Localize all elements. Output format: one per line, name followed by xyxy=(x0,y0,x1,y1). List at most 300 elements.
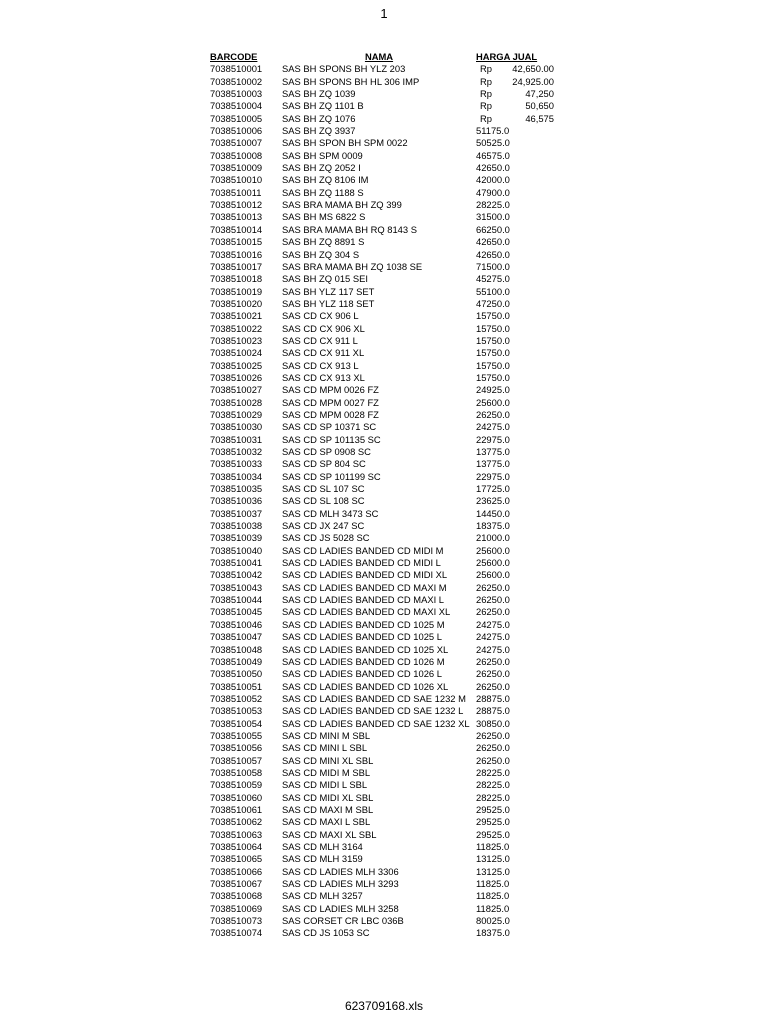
nama-cell: SAS CD MINI XL SBL xyxy=(282,754,374,766)
barcode-cell: 7038510069 xyxy=(210,902,263,914)
barcode-cell: 7038510011 xyxy=(210,186,262,198)
currency-label: Rp xyxy=(480,63,492,75)
table-row xyxy=(210,100,560,112)
barcode-cell: 7038510062 xyxy=(210,816,263,828)
table-row xyxy=(210,742,560,754)
nama-cell: SAS BH ZQ 2052 I xyxy=(282,162,361,174)
nama-cell: SAS BH ZQ 1188 S xyxy=(282,186,364,198)
barcode-cell: 7038510012 xyxy=(210,199,263,211)
table-row xyxy=(210,113,560,125)
barcode-cell: 7038510033 xyxy=(210,458,263,470)
table-row xyxy=(210,792,560,804)
harga-cell: 25600.0 xyxy=(476,569,510,581)
nama-cell: SAS BH ZQ 8106 IM xyxy=(282,174,369,186)
harga-cell: 15750.0 xyxy=(476,322,510,334)
nama-cell: SAS CD LADIES MLH 3293 xyxy=(282,878,399,890)
barcode-cell: 7038510038 xyxy=(210,520,263,532)
nama-cell: SAS CD LADIES BANDED CD SAE 1232 XL xyxy=(282,717,470,729)
table-row xyxy=(210,545,560,557)
harga-cell xyxy=(476,76,560,88)
table-row xyxy=(210,606,560,618)
nama-cell: SAS BH SPONS BH HL 306 IMP xyxy=(282,75,420,87)
nama-cell: SAS CD LADIES BANDED CD 1026 L xyxy=(282,668,442,680)
table-row xyxy=(210,347,560,359)
barcode-cell: 7038510005 xyxy=(210,112,263,124)
nama-cell: SAS CD LADIES BANDED CD MIDI XL xyxy=(282,569,448,581)
nama-cell: SAS CD MLH 3164 xyxy=(282,841,363,852)
barcode-cell: 7038510021 xyxy=(210,310,263,322)
table-row xyxy=(210,594,560,606)
barcode-cell: 7038510014 xyxy=(210,223,263,235)
nama-cell: SAS BH ZQ 1039 xyxy=(282,88,356,100)
barcode-cell: 7038510041 xyxy=(210,557,263,569)
price-amount: 46,575 xyxy=(525,112,554,124)
nama-cell: SAS BH ZQ 3937 xyxy=(282,125,356,137)
barcode-cell: 7038510032 xyxy=(210,446,263,457)
price-list-table xyxy=(210,51,560,940)
table-row xyxy=(210,755,560,767)
harga-cell: 11825.0 xyxy=(476,878,510,890)
table-row xyxy=(210,816,560,828)
nama-cell: SAS CD SP 101199 SC xyxy=(282,470,381,482)
table-row xyxy=(210,211,560,223)
barcode-cell: 7038510040 xyxy=(210,544,263,556)
barcode-cell: 7038510056 xyxy=(210,742,263,754)
nama-cell: SAS CD MIDI XL SBL xyxy=(282,791,374,803)
barcode-cell: 7038510006 xyxy=(210,125,263,137)
nama-cell: SAS CD LADIES BANDED CD SAE 1232 L xyxy=(282,705,464,717)
nama-cell: SAS BRA MAMA BH ZQ 399 xyxy=(282,199,402,211)
table-row xyxy=(210,298,560,310)
harga-cell: 15750.0 xyxy=(476,310,510,322)
harga-cell: 18375.0 xyxy=(476,927,510,939)
table-row xyxy=(210,767,560,779)
table-row xyxy=(210,446,560,458)
harga-cell: 66250.0 xyxy=(476,223,510,235)
table-row xyxy=(210,187,560,199)
table-row xyxy=(210,335,560,347)
nama-cell: SAS CD LADIES BANDED CD 1025 L xyxy=(282,631,442,643)
nama-cell: SAS CD MLH 3159 xyxy=(282,853,363,865)
harga-jual-header: HARGA JUAL xyxy=(476,51,538,62)
harga-cell: 71500.0 xyxy=(476,260,510,272)
harga-cell xyxy=(476,100,560,112)
harga-cell: 24275.0 xyxy=(476,421,510,433)
nama-cell: SAS CD SP 101135 SC xyxy=(282,433,381,445)
table-row xyxy=(210,508,560,520)
table-row xyxy=(210,495,560,507)
harga-cell: 11825.0 xyxy=(476,841,510,852)
harga-cell: 46575.0 xyxy=(476,149,510,161)
harga-cell: 13775.0 xyxy=(476,458,510,470)
nama-cell: SAS CD CX 911 L xyxy=(282,334,358,346)
harga-cell: 21000.0 xyxy=(476,532,510,544)
table-row xyxy=(210,915,560,927)
harga-cell: 13775.0 xyxy=(476,446,510,457)
nama-cell: SAS CD MAXI L SBL xyxy=(282,816,371,828)
table-row xyxy=(210,76,560,88)
barcode-cell: 7038510057 xyxy=(210,754,263,766)
table-row xyxy=(210,890,560,902)
nama-cell: SAS CD MAXI M SBL xyxy=(282,803,374,815)
barcode-cell: 7038510074 xyxy=(210,927,263,939)
harga-cell: 26250.0 xyxy=(476,606,510,618)
harga-cell: 14450.0 xyxy=(476,507,510,519)
barcode-cell: 7038510022 xyxy=(210,322,263,334)
nama-cell: SAS CD MINI L SBL xyxy=(282,742,368,754)
nama-cell: SAS BH YLZ 117 SET xyxy=(282,285,375,297)
table-row xyxy=(210,137,560,149)
barcode-cell: 7038510016 xyxy=(210,248,263,260)
barcode-cell: 7038510067 xyxy=(210,878,263,890)
barcode-cell: 7038510028 xyxy=(210,396,263,408)
table-row xyxy=(210,409,560,421)
table-row xyxy=(210,557,560,569)
table-row xyxy=(210,718,560,730)
nama-cell: SAS CD LADIES BANDED CD 1026 M xyxy=(282,655,445,667)
harga-cell: 18375.0 xyxy=(476,520,510,532)
barcode-cell: 7038510008 xyxy=(210,149,263,161)
barcode-cell: 7038510063 xyxy=(210,828,263,840)
barcode-cell: 7038510007 xyxy=(210,137,263,149)
table-row xyxy=(210,384,560,396)
table-row xyxy=(210,249,560,261)
barcode-cell: 7038510020 xyxy=(210,297,263,309)
harga-cell: 24925.0 xyxy=(476,384,510,396)
table-row xyxy=(210,804,560,816)
nama-cell: SAS CD LADIES BANDED CD SAE 1232 M xyxy=(282,692,466,704)
table-row xyxy=(210,730,560,742)
nama-cell: SAS CD MPM 0026 FZ xyxy=(282,384,379,396)
table-row xyxy=(210,125,560,137)
table-row xyxy=(210,162,560,174)
nama-header: NAMA xyxy=(364,51,394,62)
harga-cell: 25600.0 xyxy=(476,544,510,556)
table-row xyxy=(210,582,560,594)
nama-cell: SAS BH ZQ 304 S xyxy=(282,248,360,260)
harga-cell: 50525.0 xyxy=(476,137,510,149)
barcode-cell: 7038510002 xyxy=(210,75,263,87)
nama-cell: SAS BRA MAMA BH RQ 8143 S xyxy=(282,223,417,235)
price-amount: 42,650.00 xyxy=(512,63,554,75)
harga-cell: 11825.0 xyxy=(476,890,510,902)
harga-cell: 47900.0 xyxy=(476,186,510,198)
table-row xyxy=(210,286,560,298)
barcode-cell: 7038510047 xyxy=(210,631,263,643)
harga-cell: 42650.0 xyxy=(476,236,510,248)
harga-cell xyxy=(476,88,560,100)
table-row xyxy=(210,619,560,631)
nama-cell: SAS BH ZQ 1101 B xyxy=(282,100,364,112)
table-row xyxy=(210,829,560,841)
barcode-cell: 7038510058 xyxy=(210,766,263,778)
barcode-header: BARCODE xyxy=(210,51,258,62)
barcode-cell: 7038510059 xyxy=(210,779,263,791)
table-row xyxy=(210,372,560,384)
harga-cell: 26250.0 xyxy=(476,729,510,741)
nama-cell: SAS CD MLH 3257 xyxy=(282,890,363,902)
harga-cell: 15750.0 xyxy=(476,334,510,346)
harga-cell: 51175.0 xyxy=(476,125,510,137)
table-row xyxy=(210,693,560,705)
nama-cell: SAS BH ZQ 015 SEI xyxy=(282,273,368,285)
barcode-cell: 7038510037 xyxy=(210,507,263,519)
table-row xyxy=(210,569,560,581)
harga-cell: 26250.0 xyxy=(476,680,510,692)
nama-cell: SAS CD LADIES BANDED CD MIDI L xyxy=(282,557,441,569)
harga-cell: 26250.0 xyxy=(476,655,510,667)
price-amount: 24,925.00 xyxy=(512,75,554,87)
barcode-cell: 7038510003 xyxy=(210,88,263,100)
nama-cell: SAS CD JS 5028 SC xyxy=(282,532,370,544)
nama-cell: SAS CD SP 804 SC xyxy=(282,458,366,470)
harga-cell: 23625.0 xyxy=(476,495,510,507)
barcode-cell: 7038510034 xyxy=(210,470,263,482)
table-row xyxy=(210,199,560,211)
table-row xyxy=(210,866,560,878)
barcode-cell: 7038510031 xyxy=(210,433,263,445)
table-row xyxy=(210,903,560,915)
barcode-cell: 7038510023 xyxy=(210,334,263,346)
currency-label: Rp xyxy=(480,112,492,124)
harga-cell: 42650.0 xyxy=(476,248,510,260)
harga-cell: 45275.0 xyxy=(476,273,510,285)
harga-cell: 25600.0 xyxy=(476,396,510,408)
harga-cell: 22975.0 xyxy=(476,433,510,445)
nama-cell: SAS CD LADIES BANDED CD 1026 XL xyxy=(282,680,449,692)
nama-cell: SAS CD MLH 3473 SC xyxy=(282,507,379,519)
harga-cell: 31500.0 xyxy=(476,211,510,223)
barcode-cell: 7038510001 xyxy=(210,63,263,75)
barcode-cell: 7038510015 xyxy=(210,236,263,248)
table-row xyxy=(210,310,560,322)
nama-cell: SAS BH YLZ 118 SET xyxy=(282,297,375,309)
table-row xyxy=(210,668,560,680)
harga-cell: 26250.0 xyxy=(476,581,510,593)
table-row xyxy=(210,434,560,446)
table-row xyxy=(210,224,560,236)
nama-cell: SAS CORSET CR LBC 036B xyxy=(282,915,404,927)
table-row xyxy=(210,520,560,532)
barcode-cell: 7038510064 xyxy=(210,841,263,852)
table-row xyxy=(210,88,560,100)
currency-label: Rp xyxy=(480,100,492,112)
barcode-cell: 7038510036 xyxy=(210,495,263,507)
harga-cell: 26250.0 xyxy=(476,754,510,766)
nama-cell: SAS CD LADIES BANDED CD 1025 M xyxy=(282,618,445,630)
nama-cell: SAS CD MINI M SBL xyxy=(282,729,371,741)
nama-cell: SAS CD CX 906 L xyxy=(282,310,359,322)
nama-cell: SAS BH SPM 0009 xyxy=(282,149,363,161)
harga-cell: 26250.0 xyxy=(476,408,510,420)
harga-cell: 28875.0 xyxy=(476,692,510,704)
file-name-footer: 623709168.xls xyxy=(344,999,424,1013)
nama-cell: SAS CD MIDI M SBL xyxy=(282,766,371,778)
harga-cell: 29525.0 xyxy=(476,828,510,840)
barcode-cell: 7038510017 xyxy=(210,260,263,272)
harga-cell: 30850.0 xyxy=(476,717,510,729)
barcode-cell: 7038510060 xyxy=(210,791,263,803)
barcode-cell: 7038510043 xyxy=(210,581,263,593)
nama-cell: SAS CD LADIES BANDED CD MIDI M xyxy=(282,544,444,556)
barcode-cell: 7038510049 xyxy=(210,655,263,667)
harga-cell: 15750.0 xyxy=(476,371,510,383)
barcode-cell: 7038510048 xyxy=(210,643,263,655)
harga-cell: 26250.0 xyxy=(476,742,510,754)
table-row xyxy=(210,644,560,656)
barcode-cell: 7038510024 xyxy=(210,347,263,359)
nama-cell: SAS CD CX 906 XL xyxy=(282,322,365,334)
nama-cell: SAS BH SPON BH SPM 0022 xyxy=(282,137,408,149)
price-amount: 47,250 xyxy=(525,88,554,100)
harga-cell: 15750.0 xyxy=(476,359,510,371)
barcode-cell: 7038510009 xyxy=(210,162,263,174)
nama-cell: SAS CD LADIES BANDED CD MAXI XL xyxy=(282,606,451,618)
nama-cell: SAS CD SL 108 SC xyxy=(282,495,365,507)
harga-cell: 28225.0 xyxy=(476,779,510,791)
harga-cell: 24275.0 xyxy=(476,643,510,655)
nama-cell: SAS BRA MAMA BH ZQ 1038 SE xyxy=(282,260,423,272)
table-row xyxy=(210,681,560,693)
nama-cell: SAS CD JS 1053 SC xyxy=(282,927,370,939)
nama-cell: SAS CD MAXI XL SBL xyxy=(282,828,377,840)
nama-cell: SAS BH ZQ 1076 xyxy=(282,112,356,124)
barcode-cell: 7038510004 xyxy=(210,100,263,112)
table-row xyxy=(210,779,560,791)
table-row xyxy=(210,841,560,853)
harga-cell: 29525.0 xyxy=(476,803,510,815)
barcode-cell: 7038510027 xyxy=(210,384,263,396)
harga-cell: 26250.0 xyxy=(476,668,510,680)
header-row xyxy=(210,51,560,63)
table-row xyxy=(210,323,560,335)
currency-label: Rp xyxy=(480,88,492,100)
currency-label: Rp xyxy=(480,75,492,87)
nama-cell: SAS BH ZQ 8891 S xyxy=(282,236,365,248)
harga-cell: 80025.0 xyxy=(476,915,510,927)
barcode-cell: 7038510066 xyxy=(210,865,263,877)
barcode-cell: 7038510013 xyxy=(210,211,263,223)
table-row xyxy=(210,261,560,273)
harga-cell: 55100.0 xyxy=(476,285,510,297)
nama-cell: SAS BH SPONS BH YLZ 203 xyxy=(282,63,406,75)
table-row xyxy=(210,63,560,75)
harga-cell: 28875.0 xyxy=(476,705,510,717)
barcode-cell: 7038510061 xyxy=(210,803,263,815)
table-row xyxy=(210,421,560,433)
table-row xyxy=(210,483,560,495)
nama-cell: SAS CD LADIES MLH 3306 xyxy=(282,865,399,877)
barcode-cell: 7038510044 xyxy=(210,594,263,606)
barcode-cell: 7038510054 xyxy=(210,717,263,729)
table-row xyxy=(210,273,560,285)
table-row xyxy=(210,471,560,483)
nama-cell: SAS CD SP 10371 SC xyxy=(282,421,377,433)
table-row xyxy=(210,927,560,939)
harga-cell: 28225.0 xyxy=(476,791,510,803)
nama-cell: SAS CD CX 911 XL xyxy=(282,347,365,359)
nama-cell: SAS CD CX 913 XL xyxy=(282,371,365,383)
nama-cell: SAS CD LADIES BANDED CD MAXI M xyxy=(282,581,447,593)
table-row xyxy=(210,532,560,544)
harga-cell: 42650.0 xyxy=(476,162,510,174)
table-row xyxy=(210,397,560,409)
table-row xyxy=(210,631,560,643)
harga-cell: 22975.0 xyxy=(476,470,510,482)
nama-cell: SAS CD LADIES BANDED CD MAXI L xyxy=(282,594,445,606)
harga-cell xyxy=(476,63,560,75)
barcode-cell: 7038510018 xyxy=(210,273,263,285)
page-number: 1 xyxy=(380,6,388,21)
nama-cell: SAS CD MPM 0027 FZ xyxy=(282,396,379,408)
harga-cell: 13125.0 xyxy=(476,853,510,865)
barcode-cell: 7038510035 xyxy=(210,483,263,495)
harga-cell: 29525.0 xyxy=(476,816,510,828)
harga-cell: 28225.0 xyxy=(476,199,510,211)
barcode-cell: 7038510073 xyxy=(210,915,263,927)
barcode-cell: 7038510065 xyxy=(210,853,263,865)
nama-cell: SAS CD CX 913 L xyxy=(282,359,359,371)
barcode-cell: 7038510019 xyxy=(210,285,263,297)
barcode-cell: 7038510029 xyxy=(210,408,263,420)
table-body xyxy=(210,63,560,939)
barcode-cell: 7038510068 xyxy=(210,890,263,902)
barcode-cell: 7038510010 xyxy=(210,174,263,186)
harga-cell xyxy=(476,113,560,125)
harga-cell: 11825.0 xyxy=(476,902,510,914)
nama-cell: SAS BH MS 6822 S xyxy=(282,211,366,223)
table-row xyxy=(210,853,560,865)
harga-cell: 26250.0 xyxy=(476,594,510,606)
table-row xyxy=(210,705,560,717)
harga-cell: 15750.0 xyxy=(476,347,510,359)
table-row xyxy=(210,174,560,186)
nama-cell: SAS CD MPM 0028 FZ xyxy=(282,408,379,420)
nama-cell: SAS CD MIDI L SBL xyxy=(282,779,368,791)
nama-cell: SAS CD SL 107 SC xyxy=(282,483,365,495)
barcode-cell: 7038510052 xyxy=(210,692,263,704)
harga-cell: 24275.0 xyxy=(476,631,510,643)
barcode-cell: 7038510045 xyxy=(210,606,263,618)
nama-cell: SAS CD JX 247 SC xyxy=(282,520,365,532)
table-row xyxy=(210,878,560,890)
harga-cell: 13125.0 xyxy=(476,865,510,877)
nama-cell: SAS CD LADIES MLH 3258 xyxy=(282,902,399,914)
nama-cell: SAS CD SP 0908 SC xyxy=(282,446,371,457)
harga-cell: 47250.0 xyxy=(476,297,510,309)
barcode-cell: 7038510046 xyxy=(210,618,263,630)
harga-cell: 42000.0 xyxy=(476,174,510,186)
harga-cell: 24275.0 xyxy=(476,618,510,630)
table-row xyxy=(210,236,560,248)
harga-cell: 17725.0 xyxy=(476,483,510,495)
barcode-cell: 7038510025 xyxy=(210,359,263,371)
barcode-cell: 7038510030 xyxy=(210,421,263,433)
table-row xyxy=(210,150,560,162)
barcode-cell: 7038510042 xyxy=(210,569,263,581)
price-amount: 50,650 xyxy=(525,100,554,112)
table-row xyxy=(210,656,560,668)
barcode-cell: 7038510050 xyxy=(210,668,263,680)
barcode-cell: 7038510055 xyxy=(210,729,263,741)
barcode-cell: 7038510039 xyxy=(210,532,263,544)
barcode-cell: 7038510026 xyxy=(210,371,263,383)
barcode-cell: 7038510051 xyxy=(210,680,263,692)
nama-cell: SAS CD LADIES BANDED CD 1025 XL xyxy=(282,643,449,655)
harga-cell: 28225.0 xyxy=(476,766,510,778)
harga-cell: 25600.0 xyxy=(476,557,510,569)
barcode-cell: 7038510053 xyxy=(210,705,263,717)
